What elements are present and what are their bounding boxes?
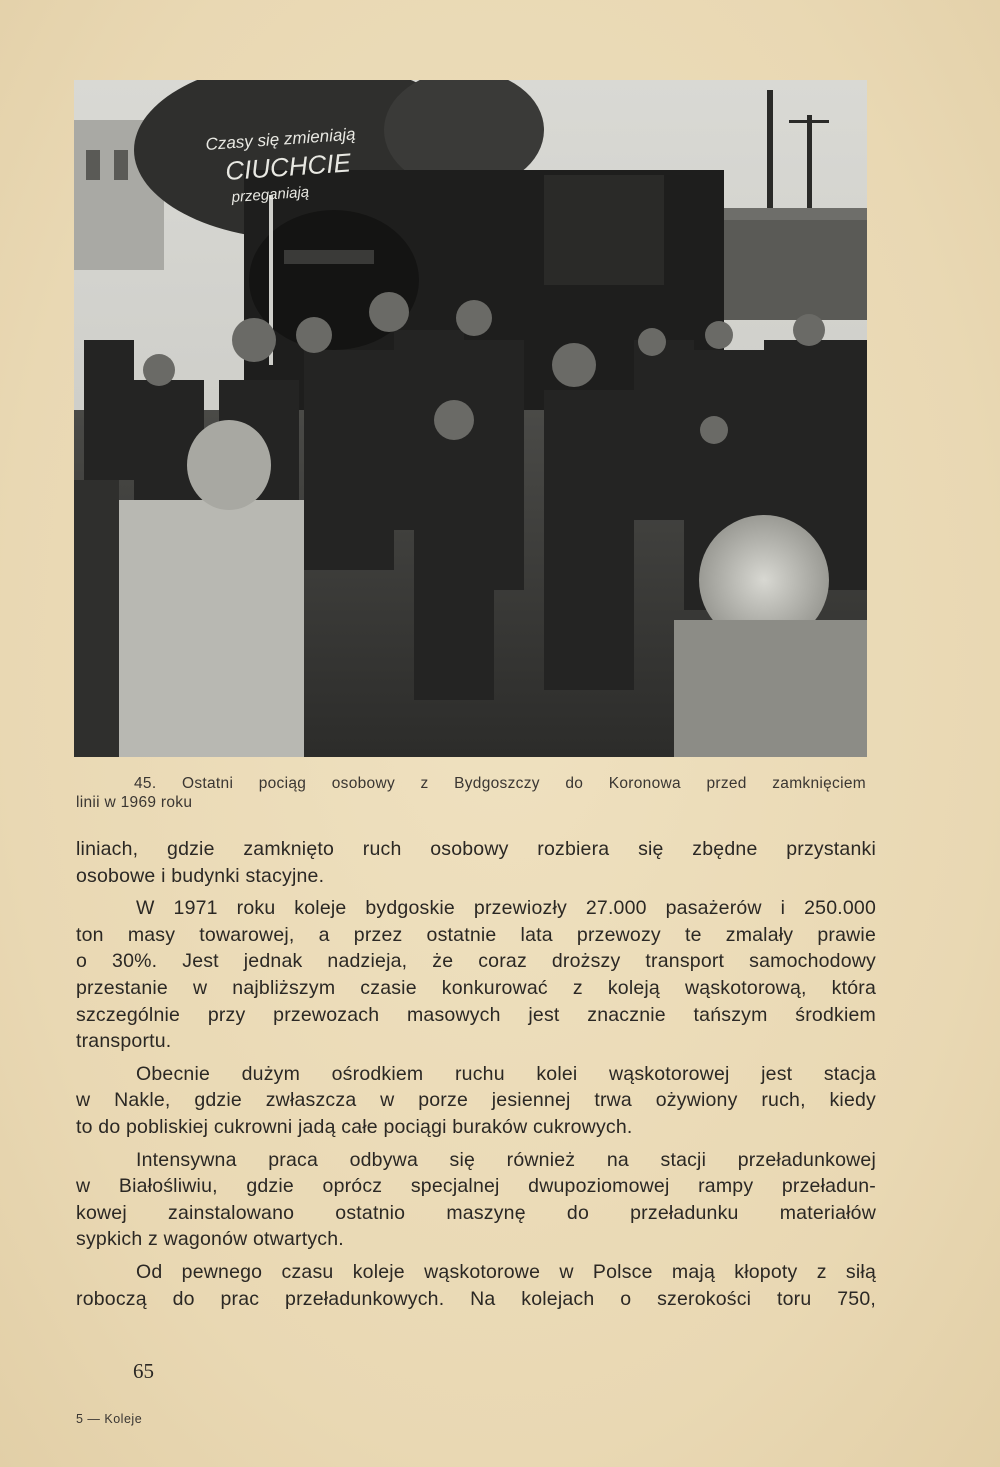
body-text	[76, 836, 876, 1312]
text-line: sypkich z wagonów otwartych.	[76, 1228, 344, 1251]
text-line: w Białośliwiu, gdzie oprócz specjalnej dwupoziomowej rampy przeładun-	[76, 1175, 876, 1198]
text-line: roboczą do prac przeładunkowych. Na kolejach o szerokości toru 750,	[76, 1287, 876, 1310]
text-line: szczególnie przy przewozach masowych jest znacznie tańszym środkiem	[76, 1003, 876, 1026]
caption-line-1: 45. Ostatni pociąg osobowy z Bydgoszczy do Koronowa przed zamknięciem	[134, 775, 866, 792]
sign-line-2: CIUCHCIE	[224, 147, 352, 186]
text-line: transportu.	[76, 1030, 172, 1053]
text-line: w Nakle, gdzie zwłaszcza w porze jesiennej trwa ożywiony ruch, kiedy	[76, 1089, 876, 1112]
station-crowd-photo	[74, 80, 867, 757]
text-line: Obecnie dużym ośrodkiem ruchu kolei wąskotorowej jest stacja	[136, 1062, 876, 1085]
text-line: kowej zainstalowano ostatnio maszynę do przeładunku materiałów	[76, 1201, 876, 1224]
signature-mark: 5 — Koleje	[76, 1412, 143, 1426]
text-line: to do pobliskiej cukrowni jadą całe pociągi buraków cukrowych.	[76, 1115, 633, 1138]
text-line: osobowe i budynki stacyjne.	[76, 864, 325, 887]
text-line: Od pewnego czasu koleje wąskotorowe w Polsce mają kłopoty z siłą	[136, 1260, 876, 1283]
caption-line-2: linii w 1969 roku	[76, 794, 193, 811]
sign-line-3: przeganiają	[231, 183, 310, 206]
text-line: Intensywna praca odbywa się również na stacji przeładunkowej	[136, 1148, 876, 1171]
text-line: ton masy towarowej, a przez ostatnie lata przewozy te zmalały prawie	[76, 923, 876, 946]
sign-line-1: Czasy się zmieniają	[204, 124, 357, 154]
text-line: liniach, gdzie zamknięto ruch osobowy rozbiera się zbędne przystanki	[76, 838, 876, 860]
text-line: przestanie w najbliższym czasie konkurować z koleją wąskotorową, która	[76, 976, 876, 999]
page-number: 65	[133, 1359, 154, 1383]
photo-caption	[76, 774, 866, 812]
text-line: W 1971 roku koleje bydgoskie przewiozły 27.000 pasażerów i 250.000	[136, 897, 876, 920]
text-line: o 30%. Jest jednak nadzieja, że coraz droższy transport samochodowy	[76, 950, 876, 973]
